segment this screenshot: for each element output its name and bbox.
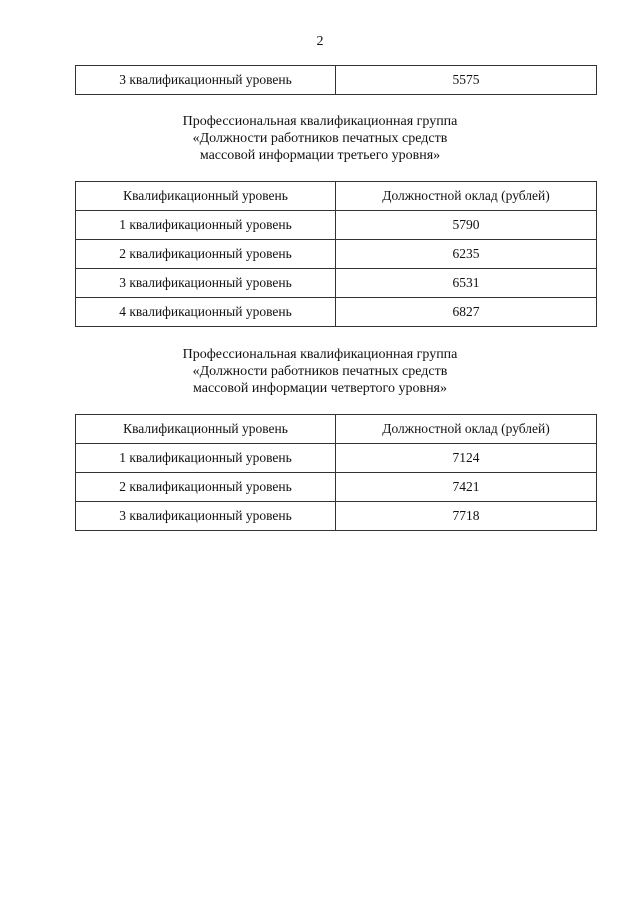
continued-salary-table [75, 65, 597, 95]
page-number: 2 [316, 34, 324, 49]
salary-cell: 7124 [336, 444, 597, 473]
group-title-line: массовой информации третьего уровня» [199, 148, 441, 163]
salary-cell: 6531 [336, 269, 597, 298]
qualification-level-cell: 1 квалификационный уровень [76, 444, 336, 473]
group-title-third-level [0, 113, 640, 164]
salary-cell: 5575 [336, 66, 597, 95]
group-title-line: «Должности работников печатных средств [192, 364, 448, 379]
group-title-line: Профессиональная квалификационная группа [182, 347, 458, 362]
column-header-level: Квалификационный уровень [76, 415, 336, 444]
salary-cell: 7421 [336, 473, 597, 502]
table-row [76, 269, 597, 298]
table-row [76, 240, 597, 269]
salary-cell: 6827 [336, 298, 597, 327]
table-row [76, 502, 597, 531]
table-header-row [76, 415, 597, 444]
qualification-level-cell: 3 квалификационный уровень [76, 66, 336, 95]
group-title-line: «Должности работников печатных средств [192, 131, 448, 146]
column-header-salary: Должностной оклад (рублей) [336, 415, 597, 444]
qualification-level-cell: 1 квалификационный уровень [76, 211, 336, 240]
salary-cell: 7718 [336, 502, 597, 531]
qualification-level-cell: 2 квалификационный уровень [76, 240, 336, 269]
column-header-level: Квалификационный уровень [76, 182, 336, 211]
column-header-salary: Должностной оклад (рублей) [336, 182, 597, 211]
table-row [76, 444, 597, 473]
qualification-level-cell: 3 квалификационный уровень [76, 269, 336, 298]
table-row [76, 66, 597, 95]
qualification-level-cell: 3 квалификационный уровень [76, 502, 336, 531]
group-title-line: Профессиональная квалификационная группа [182, 114, 458, 129]
table-row [76, 473, 597, 502]
table-row [76, 211, 597, 240]
salary-cell: 6235 [336, 240, 597, 269]
group-title-fourth-level [0, 346, 640, 397]
group-title-line: массовой информации четвертого уровня» [192, 381, 447, 396]
fourth-level-salary-table [75, 414, 597, 531]
table-row [76, 298, 597, 327]
qualification-level-cell: 2 квалификационный уровень [76, 473, 336, 502]
qualification-level-cell: 4 квалификационный уровень [76, 298, 336, 327]
third-level-salary-table [75, 181, 597, 327]
table-header-row [76, 182, 597, 211]
salary-cell: 5790 [336, 211, 597, 240]
